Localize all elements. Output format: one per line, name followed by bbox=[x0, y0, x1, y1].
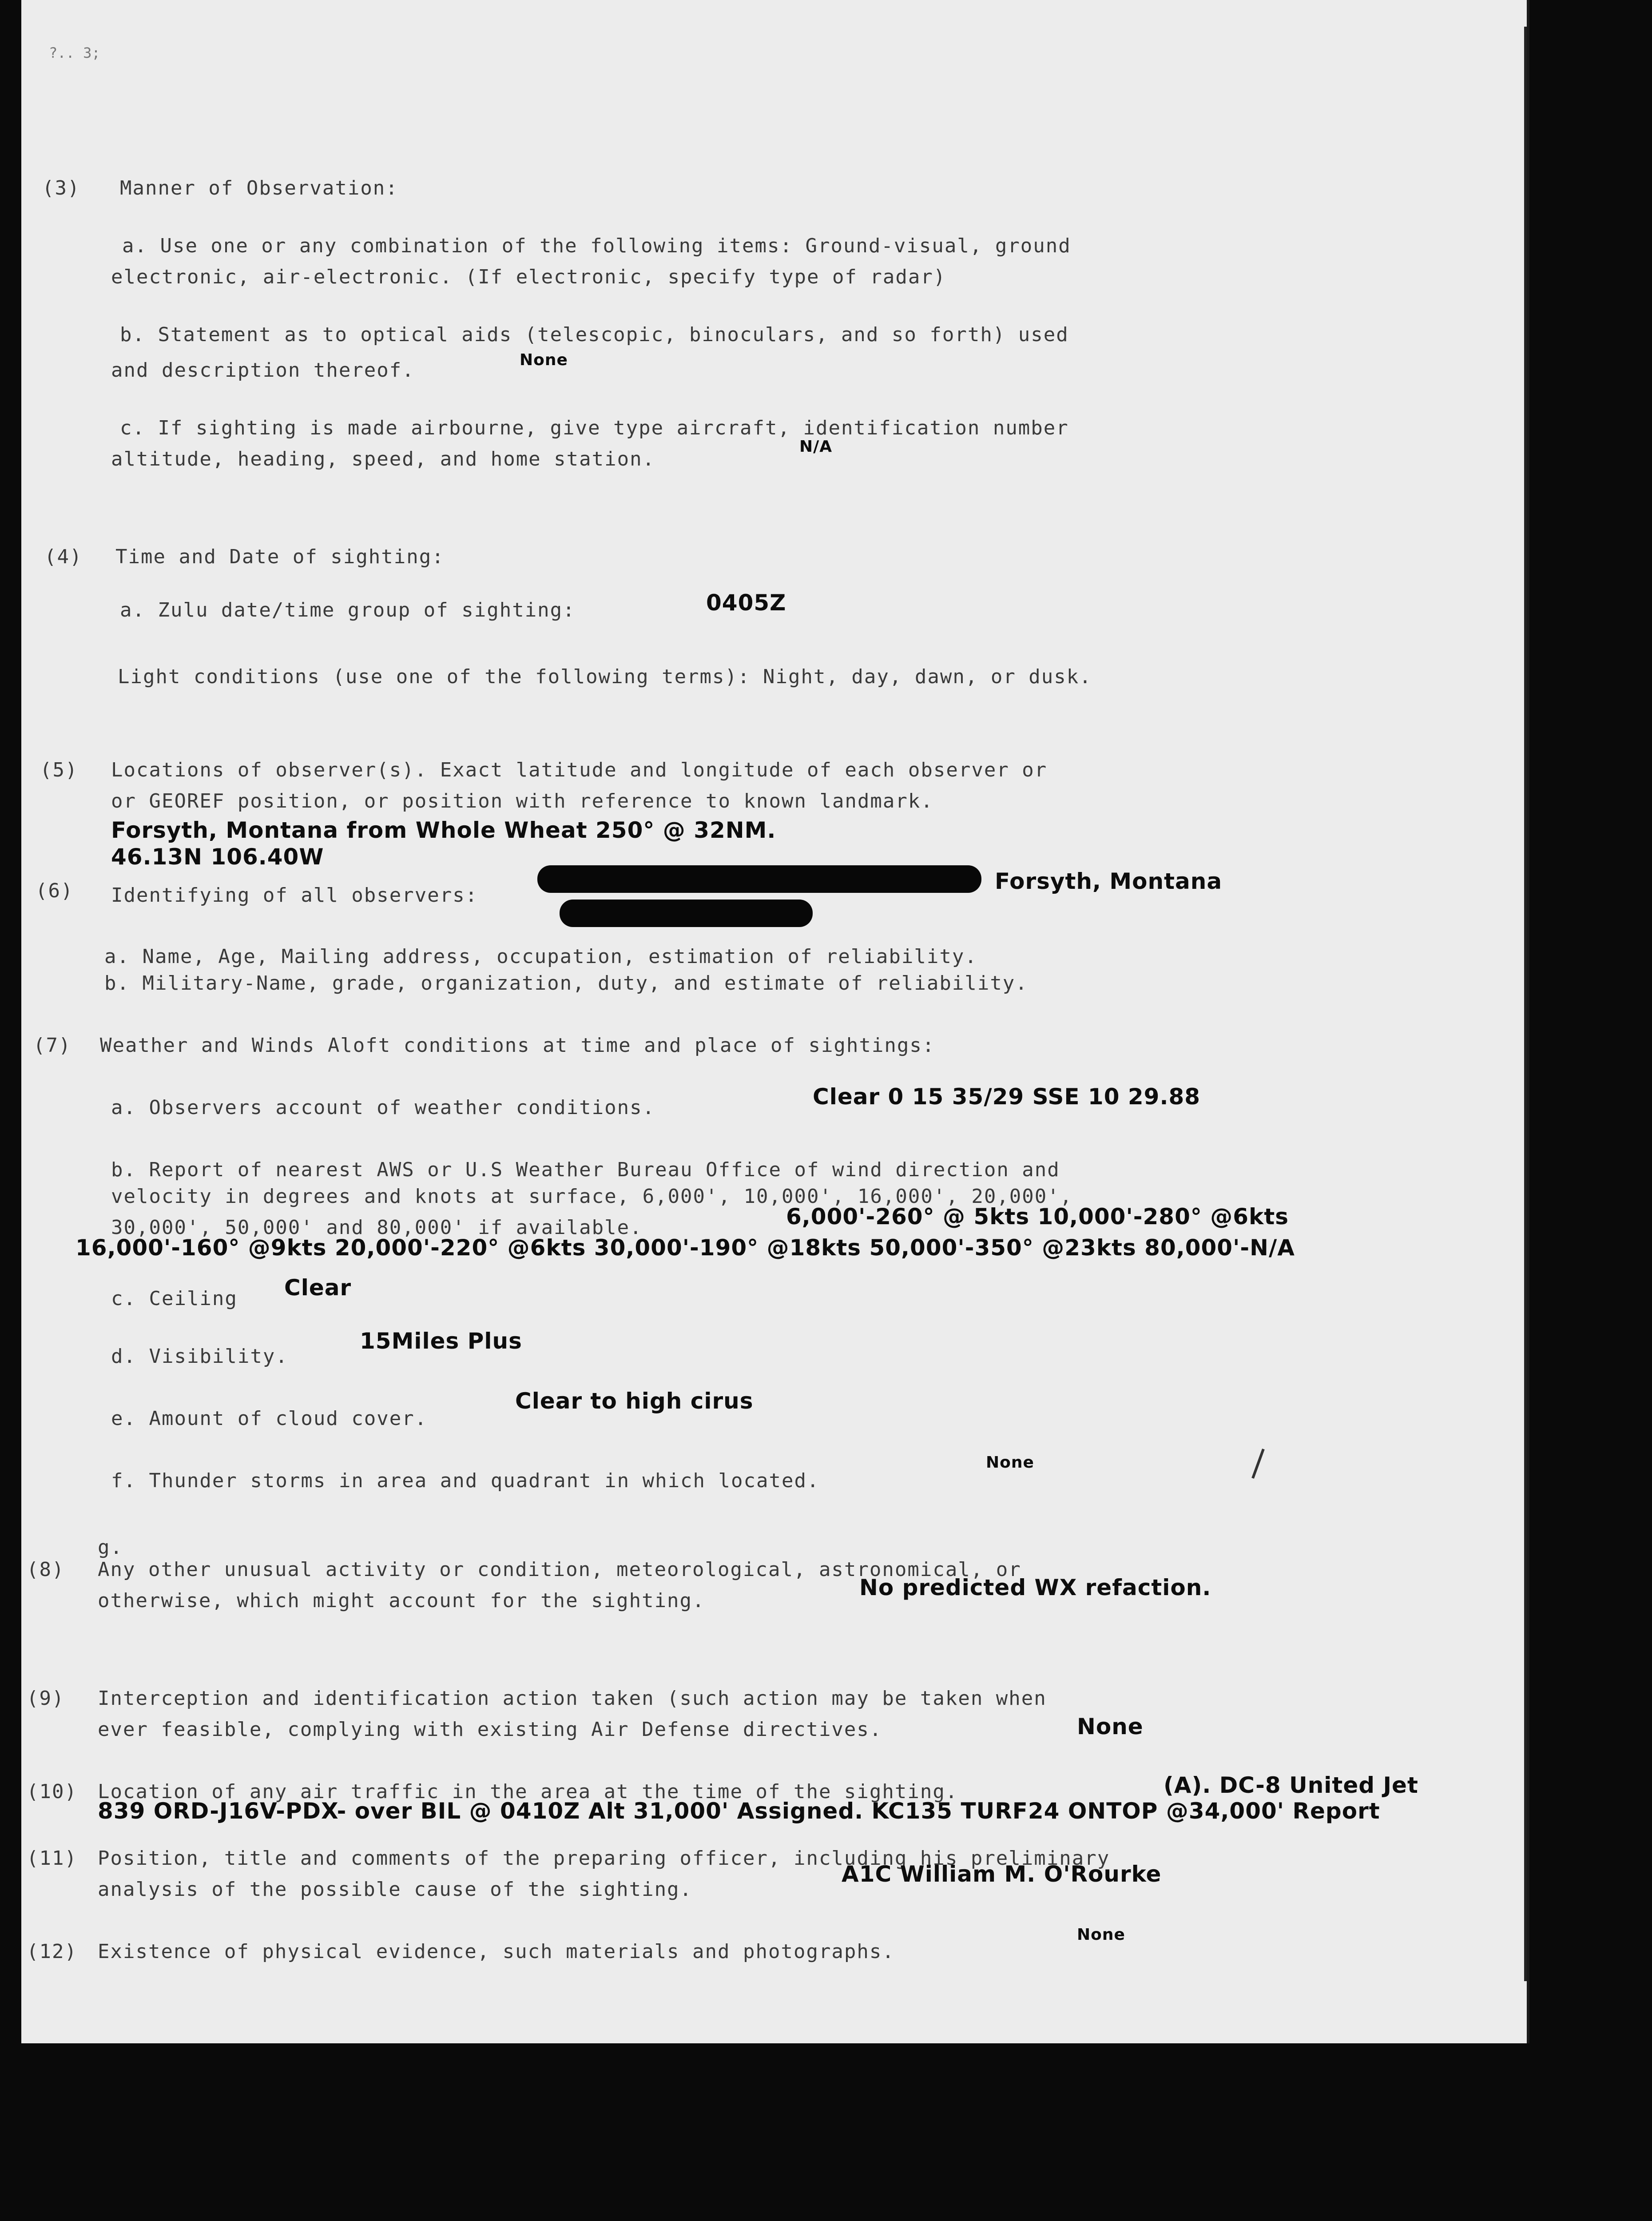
section-7-number: (7) bbox=[33, 1034, 71, 1057]
section-3-title: Manner of Observation: bbox=[120, 177, 398, 199]
section-7e-line: e. Amount of cloud cover. bbox=[111, 1407, 428, 1430]
redaction-bar-2 bbox=[560, 900, 813, 927]
section-7b-answer2: 16,000'-160° @9kts 20,000'-220° @6kts 30,000'-190° @18kts 50,000'-350° @23kts 80,000'-N/A bbox=[75, 1235, 1295, 1261]
section-7d-line: d. Visibility. bbox=[111, 1345, 288, 1368]
section-5-line1: Locations of observer(s). Exact latitude and longitude of each observer or bbox=[111, 759, 1048, 781]
page-edge-rule bbox=[1524, 27, 1527, 1981]
section-12-line: Existence of physical evidence, such materials and photographs. bbox=[98, 1940, 895, 1963]
section-4-title: Time and Date of sighting: bbox=[115, 545, 445, 568]
section-7f-answer: None bbox=[986, 1453, 1034, 1472]
section-7c-line: c. Ceiling bbox=[111, 1287, 238, 1310]
section-7e-answer: Clear to high cirus bbox=[515, 1388, 754, 1414]
section-8-line2: otherwise, which might account for the sighting. bbox=[98, 1589, 705, 1612]
section-9-line2: ever feasible, complying with existing Air Defense directives. bbox=[98, 1718, 882, 1741]
section-3c-answer: N/A bbox=[799, 438, 833, 456]
section-6-number: (6) bbox=[36, 880, 74, 902]
section-7d-answer: 15Miles Plus bbox=[360, 1328, 522, 1354]
section-6-answer: Forsyth, Montana bbox=[995, 868, 1223, 894]
section-5-answer1: Forsyth, Montana from Whole Wheat 250° @ 32NM. bbox=[111, 817, 776, 843]
section-7f-line: f. Thunder storms in area and quadrant in which located. bbox=[111, 1469, 820, 1492]
section-5-number: (5) bbox=[40, 759, 78, 781]
section-3b-line2: and description thereof. bbox=[111, 359, 415, 382]
section-11-answer: A1C William M. O'Rourke bbox=[842, 1861, 1162, 1887]
section-6a-line: a. Name, Age, Mailing address, occupation, estimation of reliability. bbox=[104, 945, 977, 968]
section-8-line1: Any other unusual activity or condition, meteorological, astronomical, or bbox=[98, 1558, 1021, 1581]
section-4-light-line: Light conditions (use one of the following terms): Night, day, dawn, or dusk. bbox=[118, 665, 1092, 688]
section-3a-line2: electronic, air-electronic. (If electronic, specify type of radar) bbox=[111, 266, 946, 288]
section-7g-line: g. bbox=[98, 1536, 123, 1559]
section-6b-line: b. Military-Name, grade, organization, duty, and estimate of reliability. bbox=[104, 972, 1028, 995]
section-7b-line1: b. Report of nearest AWS or U.S Weather Bureau Office of wind direction and bbox=[111, 1158, 1060, 1181]
section-4-number: (4) bbox=[44, 545, 83, 568]
section-6-line: Identifying of all observers: bbox=[111, 884, 478, 907]
section-10-answer2: 839 ORD-J16V-PDX- over BIL @ 0410Z Alt 31,000' Assigned. KC135 TURF24 ONTOP @34,000' Report bbox=[98, 1798, 1380, 1824]
section-12-number: (12) bbox=[27, 1940, 77, 1963]
section-9-line1: Interception and identification action taken (such action may be taken when bbox=[98, 1687, 1047, 1710]
section-11-number: (11) bbox=[27, 1847, 77, 1870]
section-7-title: Weather and Winds Aloft conditions at time and place of sightings: bbox=[100, 1034, 935, 1057]
section-4a-answer: 0405Z bbox=[706, 590, 786, 616]
section-7a-answer: Clear 0 15 35/29 SSE 10 29.88 bbox=[813, 1084, 1201, 1110]
section-4a-line: a. Zulu date/time group of sighting: bbox=[120, 599, 576, 621]
section-11-line2: analysis of the possible cause of the sighting. bbox=[98, 1878, 693, 1901]
section-7b-line2: velocity in degrees and knots at surface, 6,000', 10,000', 16,000', 20,000', bbox=[111, 1185, 1073, 1208]
section-3b-line1: b. Statement as to optical aids (telescopic, binoculars, and so forth) used bbox=[120, 323, 1069, 346]
section-3b-answer: None bbox=[520, 351, 568, 369]
section-10-line1: Location of any air traffic in the area at the time of the sighting. bbox=[98, 1780, 958, 1803]
section-8-answer: No predicted WX refaction. bbox=[859, 1575, 1211, 1600]
section-3a-line1: a. Use one or any combination of the following items: Ground-visual, ground bbox=[122, 235, 1071, 257]
section-5-line2: or GEOREF position, or position with reference to known landmark. bbox=[111, 790, 933, 812]
section-3-number: (3) bbox=[42, 177, 80, 199]
section-7b-line3: 30,000', 50,000' and 80,000' if available. bbox=[111, 1216, 643, 1239]
section-7a-line: a. Observers account of weather conditions. bbox=[111, 1096, 655, 1119]
redaction-bar-1 bbox=[537, 865, 981, 893]
corner-mark: ?.. 3; bbox=[49, 44, 100, 61]
section-9-number: (9) bbox=[27, 1687, 65, 1710]
section-3c-line1: c. If sighting is made airbourne, give type aircraft, identification number bbox=[120, 417, 1069, 439]
section-3c-line2: altitude, heading, speed, and home station. bbox=[111, 448, 655, 470]
section-8-number: (8) bbox=[27, 1558, 65, 1581]
section-7c-answer: Clear bbox=[284, 1275, 352, 1301]
section-12-answer: None bbox=[1077, 1926, 1125, 1944]
section-11-line1: Position, title and comments of the preparing officer, including his preliminary bbox=[98, 1847, 1110, 1870]
section-10-answer1: (A). DC-8 United Jet bbox=[1164, 1772, 1418, 1798]
section-5-answer2: 46.13N 106.40W bbox=[111, 844, 324, 870]
section-7b-answer1: 6,000'-260° @ 5kts 10,000'-280° @6kts bbox=[786, 1204, 1289, 1230]
section-10-number: (10) bbox=[27, 1780, 77, 1803]
section-9-answer: None bbox=[1077, 1714, 1144, 1739]
